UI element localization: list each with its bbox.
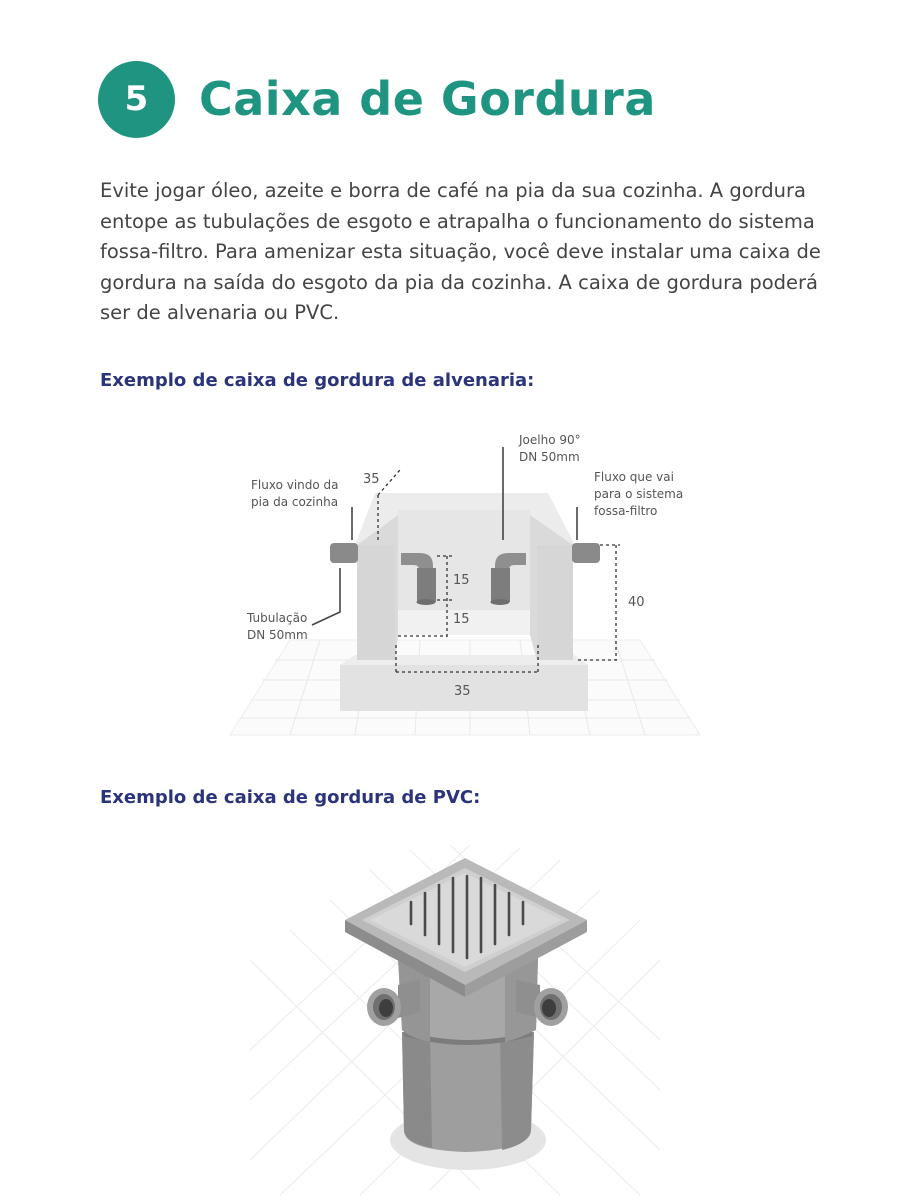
elbow-label-line2: DN 50mm [519,450,580,464]
intro-paragraph: Evite jogar óleo, azeite e borra de café na pia da sua cozinha. A gordura entope as tubulações de esgoto e atrapalha o funcionamento do sistema fossa-filtro. Para amenizar esta situação, você deve instalar uma caixa de gordura na saída do esgoto da pia da cozinha. A caixa de gordura poderá ser de alvenaria ou PVC. [100,179,821,324]
dimension-height: 40 [628,595,645,610]
dimension-width-bottom: 35 [454,684,471,699]
inlet-label-line1: Fluxo vindo da [251,478,339,492]
outlet-label-line2: para o sistema [594,487,684,501]
outlet-label-line3: fossa-filtro [594,504,658,518]
inlet-label-line2: pia da cozinha [251,495,339,509]
outlet-label-line1: Fluxo que vai [594,470,674,484]
dimension-width-top: 35 [363,472,380,487]
masonry-heading: Exemplo de caixa de gordura de alvenaria: [100,370,535,391]
page-title: Caixa de Gordura [199,72,656,126]
dimension-elbow-lower: 15 [453,612,470,627]
dimension-elbow-upper: 15 [453,573,470,588]
elbow-label-line1: Joelho 90° [519,433,581,447]
section-number-badge: 5 [98,61,175,138]
pipe-label-line2: DN 50mm [247,628,308,642]
pvc-heading: Exemplo de caixa de gordura de PVC: [100,787,481,808]
pipe-label-line1: Tubulação [247,611,308,625]
pvc-grated-lid [345,858,587,997]
